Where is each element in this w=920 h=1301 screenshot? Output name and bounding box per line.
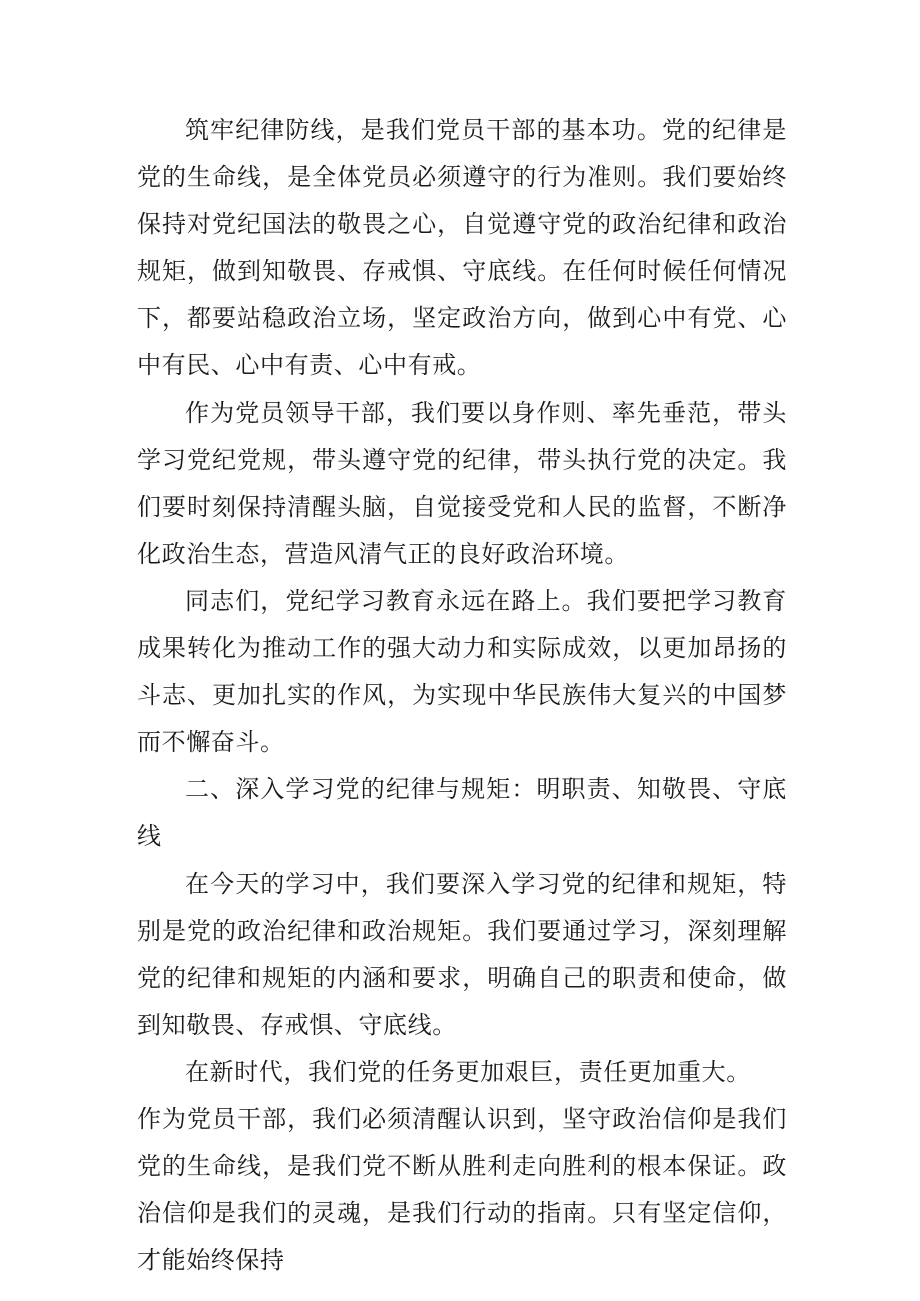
document-body [137,107,787,1284]
paragraph-study-rules: 在今天的学习中，我们要深入学习党的纪律和规矩，特别是党的政治纪律和政治规矩。我们要通过学习，深刻理解党的纪律和规矩的内涵和要求，明确自己的职责和使命，做到知敬畏、存戒惧、守底线。 [137,869,787,1039]
paragraph-leading-by-example: 作为党员领导干部，我们要以身作则、率先垂范，带头学习党纪党规，带头遵守党的纪律，带头执行党的决定。我们要时刻保持清醒头脑，自觉接受党和人民的监督，不断净化政治生态，营造风清气正的良好政治环境。 [137,398,787,568]
paragraph-political-belief: 作为党员干部，我们必须清醒认识到，坚守政治信仰是我们党的生命线，是我们党不断从胜利走向胜利的根本保证。政治信仰是我们的灵魂，是我们行动的指南。只有坚定信仰，才能始终保持 [137,1104,787,1275]
section-heading: 二、深入学习党的纪律与规矩：明职责、知敬畏、守底线 [137,775,787,851]
paragraph-discipline-defense: 筑牢纪律防线，是我们党员干部的基本功。党的纪律是党的生命线，是全体党员必须遵守的行为准则。我们要始终保持对党纪国法的敬畏之心，自觉遵守党的政治纪律和政治规矩，做到知敬畏、存戒惧、守底线。在任何时候任何情况下，都要站稳政治立场，坚定政治方向，做到心中有党、心中有民、心中有责、心中有戒。 [137,116,787,380]
paragraph-education-ongoing: 同志们，党纪学习教育永远在路上。我们要把学习教育成果转化为推动工作的强大动力和实际成效，以更加昂扬的斗志、更加扎实的作风，为实现中华民族伟大复兴的中国梦而不懈奋斗。 [137,586,787,757]
paragraph-new-era: 在新时代，我们党的任务更加艰巨，责任更加重大。 [185,1057,751,1086]
